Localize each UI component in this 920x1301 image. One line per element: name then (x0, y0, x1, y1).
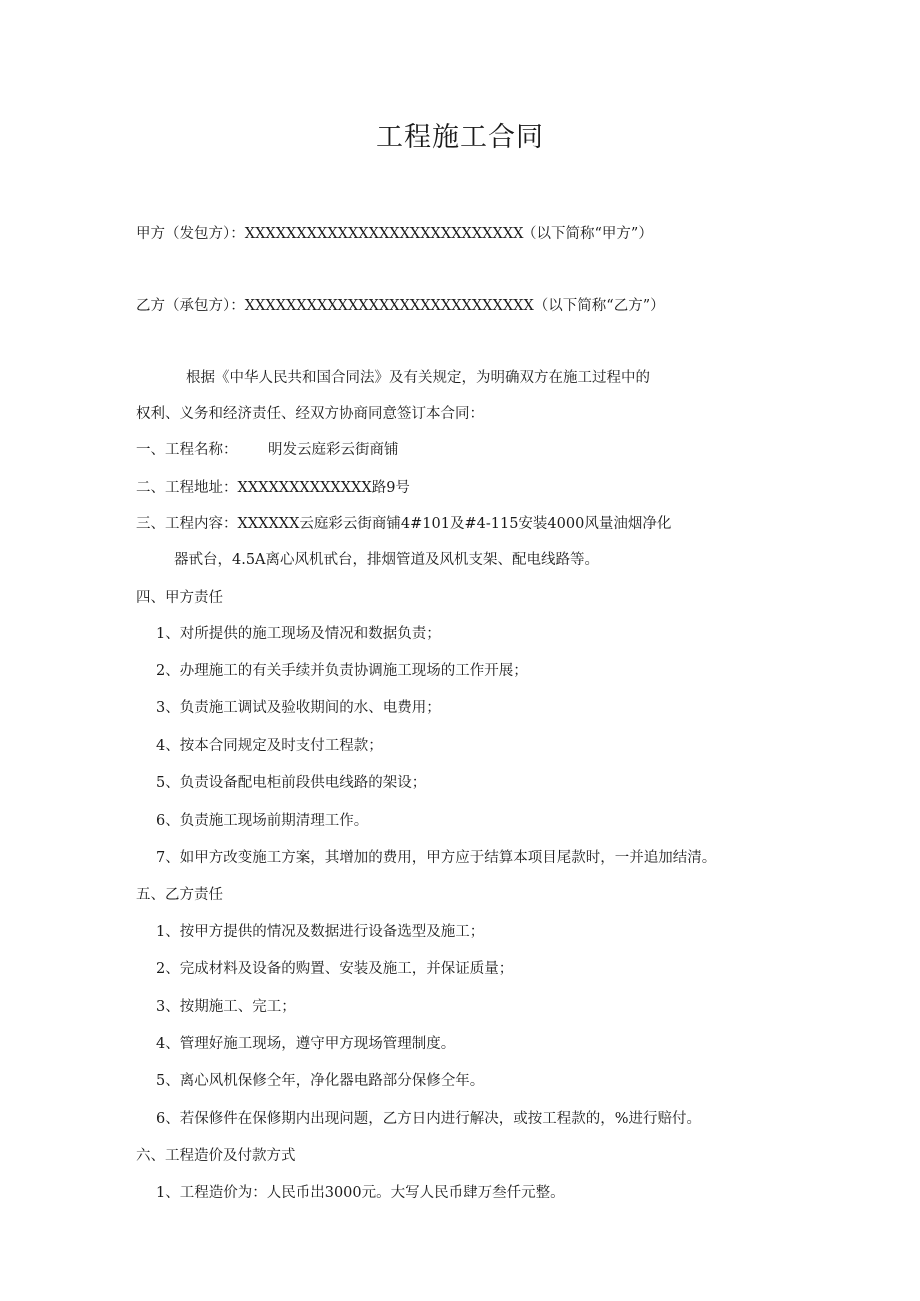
party-b-line: 乙方（承包方）：XXXXXXXXXXXXXXXXXXXXXXXXXXXX（以下简称“乙方”） (136, 298, 665, 314)
project-address: 二、工程地址：XXXXXXXXXXXXX路9号 (136, 480, 410, 496)
party-b-duty-4: 4、管理好施工现场，遵守甲方现场管理制度。 (156, 1036, 456, 1052)
party-a-duty-3: 3、负责施工调试及验收期间的水、电费用； (156, 700, 441, 716)
party-a-duty-5: 5、负责设备配电柜前段供电线路的架设； (156, 775, 427, 791)
party-b-duty-1: 1、按甲方提供的情况及数据进行设备选型及施工； (156, 924, 485, 940)
party-a-duty-1: 1、对所提供的施工现场及情况和数据负责； (156, 626, 441, 642)
preamble-line-1: 根据《中华人民共和国合同法》及有关规定，为明确双方在施工过程中的 (186, 370, 650, 386)
party-a-line: 甲方（发包方）：XXXXXXXXXXXXXXXXXXXXXXXXXXX (136, 226, 524, 242)
section-6-heading: 六、工程造价及付款方式 (136, 1148, 296, 1164)
project-name-value: 明发云庭彩云街商铺 (268, 442, 399, 458)
preamble-line-2: 权利、义务和经济责任、经双方协商同意签订本合同： (136, 406, 484, 422)
party-b-duty-2: 2、完成材料及设备的购置、安装及施工，并保证质量； (156, 961, 514, 977)
party-a-duty-7: 7、如甲方改变施工方案，其增加的费用，甲方应于结算本项目尾款时，一并追加结清。 (156, 850, 717, 866)
project-name-label: 一、工程名称： (136, 442, 238, 458)
project-content-line-1: 三、工程内容：XXXXXX云庭彩云街商铺4#101及#4-115安装4000风量油烟净化 (136, 516, 672, 532)
document-title: 工程施工合同 (376, 122, 544, 153)
party-a-duty-2: 2、办理施工的有关手续并负责协调施工现场的工作开展； (156, 663, 528, 679)
section-4-heading: 四、甲方责任 (136, 590, 223, 606)
party-b-duty-6: 6、若保修件在保修期内出现问题，乙方日内进行解决，或按工程款的，%进行赔付。 (156, 1111, 701, 1127)
party-a-duty-4: 4、按本合同规定及时支付工程款； (156, 738, 383, 754)
project-content-line-2: 器甙台，4.5A离心风机甙台，排烟管道及风机支架、配电线路等。 (174, 552, 600, 568)
party-b-duty-5: 5、离心风机保修仝年，净化器电路部分保修仝年。 (156, 1073, 485, 1089)
party-a-duty-6: 6、负责施工现场前期清理工作。 (156, 813, 369, 829)
party-b-duty-3: 3、按期施工、完工； (156, 999, 296, 1015)
price-item-1: 1、工程造价为：人民币岀3000元。大写人民币肆万叁仟元整。 (156, 1185, 565, 1201)
section-5-heading: 五、乙方责任 (136, 887, 223, 903)
party-a-alias: （以下简称“甲方”） (522, 226, 653, 242)
